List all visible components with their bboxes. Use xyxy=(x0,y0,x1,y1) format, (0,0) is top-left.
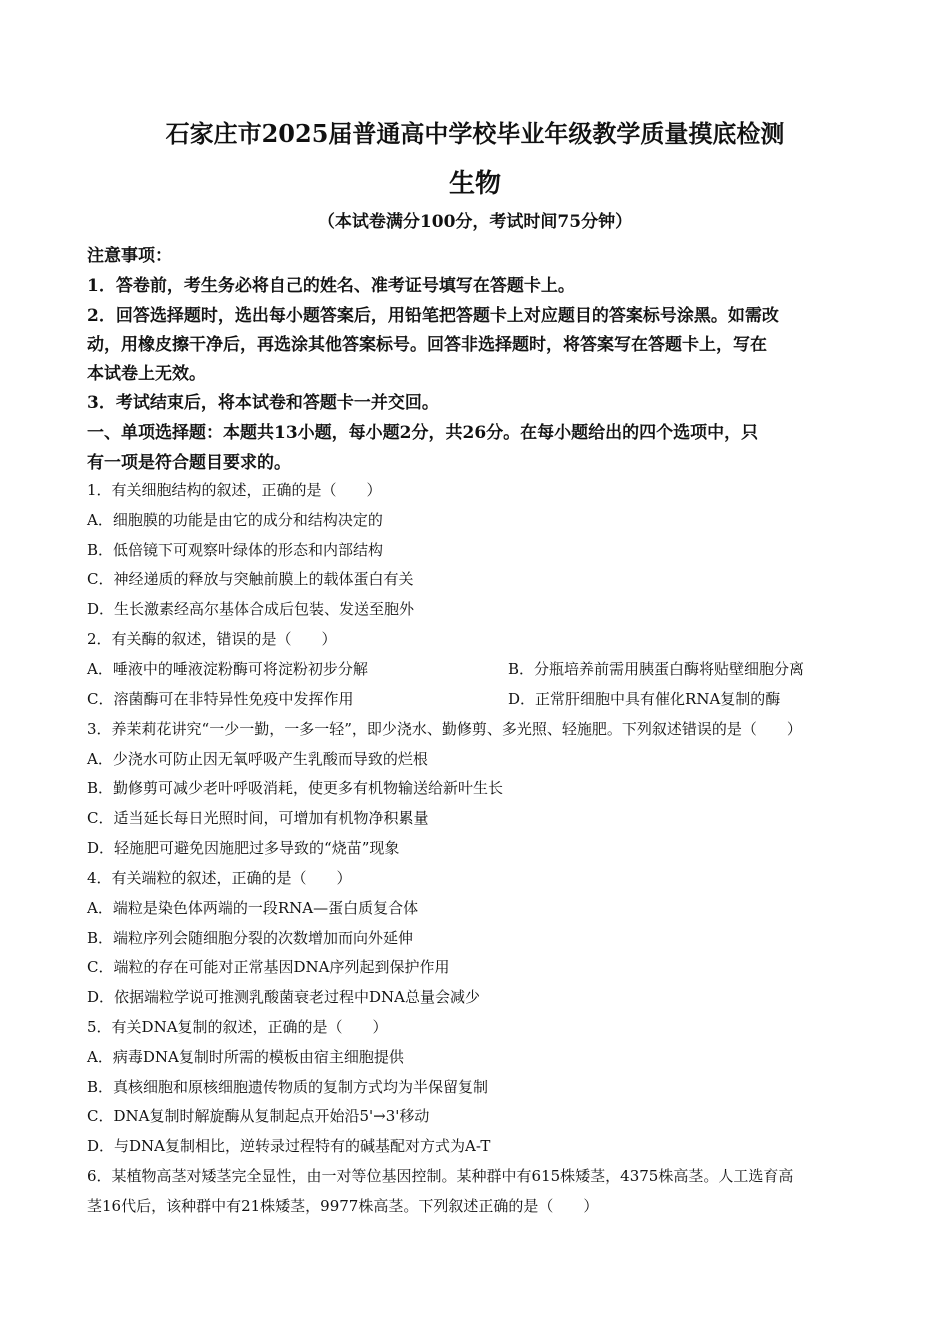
notes-heading: 注意事项： xyxy=(87,246,172,266)
subject-title: 生物 xyxy=(448,169,501,199)
option-d: D．与DNA复制相比，逆转录过程特有的碱基配对方式为A-T xyxy=(87,1137,491,1155)
option-c: C．神经递质的释放与突触前膜上的载体蛋白有关 xyxy=(87,570,414,588)
option-b: B．端粒序列会随细胞分裂的次数增加而向外延伸 xyxy=(87,929,414,947)
option-b: B．低倍镜下可观察叶绿体的形态和内部结构 xyxy=(87,541,384,559)
option-d: D．依据端粒学说可推测乳酸菌衰老过程中DNA总量会减少 xyxy=(87,988,481,1006)
option-a: A．唾液中的唾液淀粉酶可将淀粉初步分解 xyxy=(87,660,368,678)
question-stem: 4．有关端粒的叙述，正确的是（ ） xyxy=(87,869,352,887)
question-stem: 6．某植物高茎对矮茎完全显性，由一对等位基因控制。某种群中有615株矮茎，4375株高茎。人工选育高 xyxy=(87,1167,794,1185)
note-item: 动，用橡皮擦干净后，再选涂其他答案标号。回答非选择题时，将答案写在答题卡上，写在 xyxy=(87,335,767,355)
note-item: 2．回答选择题时，选出每小题答案后，用铅笔把答题卡上对应题目的答案标号涂黑。如需改 xyxy=(87,306,779,326)
time-note: （本试卷满分100分，考试时间75分钟） xyxy=(317,212,633,232)
option-c: C．端粒的存在可能对正常基因DNA序列起到保护作用 xyxy=(87,958,450,976)
option-a: A．细胞膜的功能是由它的成分和结构决定的 xyxy=(87,511,383,529)
question-stem-cont: 茎16代后，该种群中有21株矮茎，9977株高茎。下列叙述正确的是（ ） xyxy=(87,1197,599,1215)
option-d: D．生长激素经高尔基体合成后包装、发送至胞外 xyxy=(87,600,415,618)
option-c: C．适当延长每日光照时间，可增加有机物净积累量 xyxy=(87,809,429,827)
option-b: B．真核细胞和原核细胞遗传物质的复制方式均为半保留复制 xyxy=(87,1078,489,1096)
option-b: B．勤修剪可减少老叶呼吸消耗，使更多有机物输送给新叶生长 xyxy=(87,779,504,797)
note-item: 1．答卷前，考生务必将自己的姓名、准考证号填写在答题卡上。 xyxy=(87,276,575,296)
question-stem: 5．有关DNA复制的叙述，正确的是（ ） xyxy=(87,1018,388,1036)
question-stem: 1．有关细胞结构的叙述，正确的是（ ） xyxy=(87,481,382,499)
section-heading-cont: 有一项是符合题目要求的。 xyxy=(87,453,291,473)
option-d: D．轻施肥可避免因施肥过多导致的“烧苗”现象 xyxy=(87,839,400,857)
section-heading: 一、单项选择题：本题共13小题，每小题2分，共26分。在每小题给出的四个选项中，只 xyxy=(87,423,759,443)
option-b: B．分瓶培养前需用胰蛋白酶将贴壁细胞分离 xyxy=(508,660,805,678)
note-item: 3．考试结束后，将本试卷和答题卡一并交回。 xyxy=(87,393,439,413)
exam-title: 石家庄市2025届普通高中学校毕业年级教学质量摸底检测 xyxy=(165,119,785,148)
question-stem: 3．养茉莉花讲究“一少一勤，一多一轻”，即少浇水、勤修剪、多光照、轻施肥。下列叙述错误的是（ ） xyxy=(87,720,802,738)
option-a: A．病毒DNA复制时所需的模板由宿主细胞提供 xyxy=(87,1048,404,1066)
option-d: D．正常肝细胞中具有催化RNA复制的酶 xyxy=(508,690,781,708)
option-c: C．DNA复制时解旋酶从复制起点开始沿5'→3'移动 xyxy=(87,1107,430,1125)
question-stem: 2．有关酶的叙述，错误的是（ ） xyxy=(87,630,337,648)
option-a: A．少浇水可防止因无氧呼吸产生乳酸而导致的烂根 xyxy=(87,750,428,768)
option-a: A．端粒是染色体两端的一段RNA—蛋白质复合体 xyxy=(87,899,419,917)
option-c: C．溶菌酶可在非特异性免疫中发挥作用 xyxy=(87,690,354,708)
note-item: 本试卷上无效。 xyxy=(87,364,206,384)
